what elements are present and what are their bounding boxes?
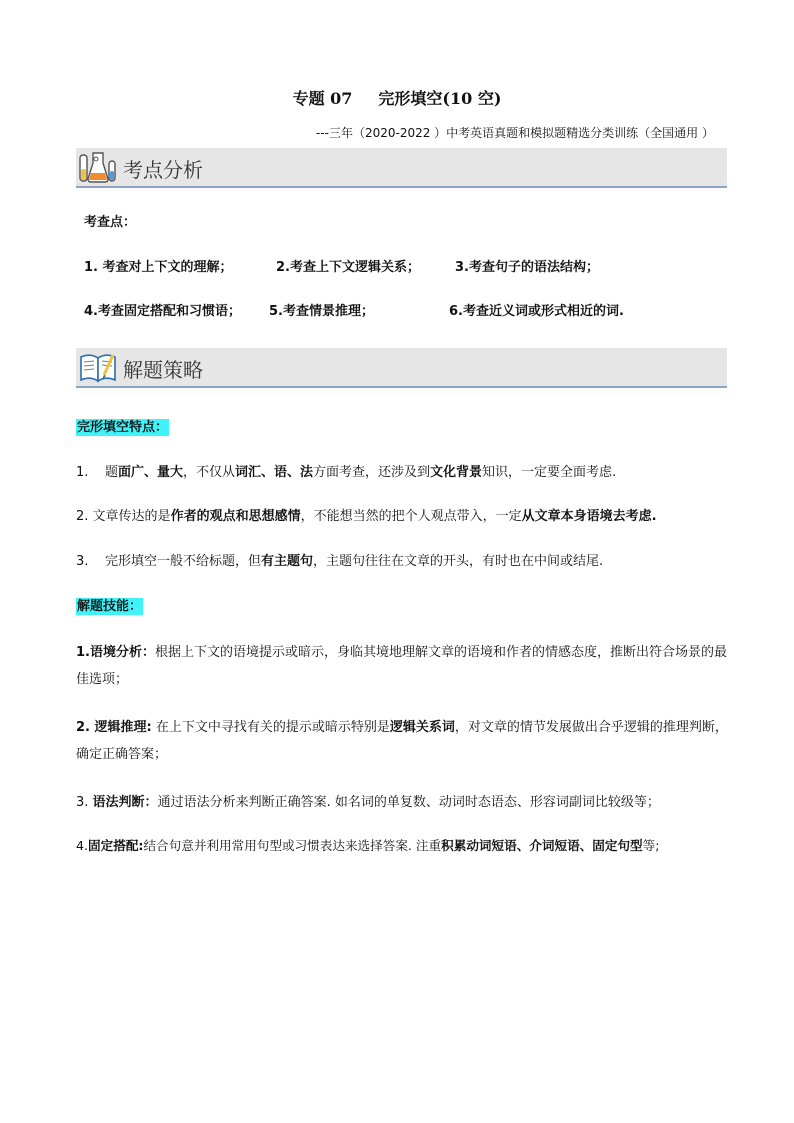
skills-label-row — [76, 595, 728, 619]
open-book-icon — [78, 349, 118, 385]
skill-3-text: 通过语法分析来判断正确答案. 如名词的单复数、动词时态语态、形容词副词比较级等； — [157, 795, 660, 810]
skill-item-2 — [76, 714, 728, 768]
feature-1-text-c: 方面考查，还涉及到 — [313, 465, 431, 480]
feature-2-text-b: ，不能想当然的把个人观点带入，一定 — [300, 509, 522, 524]
skills-label: 解题技能： — [77, 599, 143, 614]
feature-3-text-b: ，主题句往往在文章的开头，有时也在中间或结尾. — [312, 554, 604, 569]
skill-item-4 — [76, 834, 728, 858]
skill-4-title: 固定搭配: — [88, 838, 144, 853]
feature-1-bold-c: 文化背景 — [430, 465, 483, 480]
point-item-3: 3.考查句子的语法结构； — [455, 260, 599, 275]
feature-1-bold-b: 词汇、语、法 — [234, 465, 313, 480]
feature-3-number: 3. — [76, 554, 89, 569]
feature-2-bold-a: 作者的观点和思想感情 — [170, 509, 301, 524]
skill-2-bold: 逻辑关系词 — [389, 720, 455, 735]
page-subtitle: ---三年（2020-2022 ）中考英语真题和模拟题精选分类训练（全国通用 ） — [315, 126, 714, 140]
page-title — [0, 86, 794, 109]
feature-item-2 — [76, 505, 728, 529]
feature-3-text-a: 完形填空一般不给标题，但 — [104, 554, 261, 569]
feature-1-bold-a: 面广、量大 — [117, 465, 183, 480]
feature-1-text-b: ，不仅从 — [182, 465, 235, 480]
skill-item-1 — [76, 639, 728, 693]
feature-2-text-a: 文章传达的是 — [92, 509, 171, 524]
features-label-row — [76, 416, 728, 440]
feature-3-bold-a: 有主题句 — [260, 554, 313, 569]
title-topic-number: 专题 07 — [292, 89, 353, 108]
point-item-4: 4.考查固定搭配和习惯语； — [84, 304, 241, 319]
skill-4-number: 4. — [76, 838, 89, 853]
feature-2-bold-b: 从文章本身语境去考虑. — [521, 509, 657, 524]
skill-3-title: 语法判断： — [92, 795, 158, 810]
skill-2-text-b: ，对文章的情节发展做出合乎逻辑的推理判断，确定正确答案； — [76, 720, 728, 762]
chemistry-flask-icon — [78, 149, 118, 185]
skill-item-3 — [76, 791, 728, 815]
skill-4-text-b: 等; — [642, 838, 660, 853]
title-topic-name: 完形填空(10 空) — [378, 89, 502, 108]
feature-item-3 — [76, 550, 728, 574]
features-label: 完形填空特点： — [77, 420, 169, 435]
point-item-5: 5.考查情景推理； — [269, 304, 374, 319]
feature-2-number: 2. — [76, 509, 89, 524]
skill-4-bold: 积累动词短语、介词短语、固定句型 — [441, 838, 643, 853]
skill-1-title: 1.语境分析： — [76, 645, 155, 660]
feature-1-text-a: 题 — [104, 465, 118, 480]
feature-1-number: 1. — [76, 465, 89, 480]
section-banner-strategy — [76, 348, 727, 388]
point-item-6: 6.考查近义词或形式相近的词. — [449, 304, 624, 319]
skill-2-title: 2. 逻辑推理: — [76, 720, 152, 735]
skill-3-number: 3. — [76, 795, 93, 810]
section-heading-analysis: 考点分析 — [123, 158, 203, 182]
feature-item-1 — [76, 461, 728, 485]
skill-2-text-a: 在上下文中寻找有关的提示或暗示特别是 — [151, 720, 390, 735]
feature-1-text-d: 知识，一定要全面考虑. — [482, 465, 617, 480]
skill-4-text-a: 结合句意并利用常用句型或习惯表达来选择答案. 注重 — [143, 838, 442, 853]
skill-1-text: 根据上下文的语境提示或暗示，身临其境地理解文章的语境和作者的情感态度，推断出符合场景的最佳选项； — [76, 645, 727, 687]
section-heading-strategy: 解题策略 — [123, 358, 203, 382]
point-item-2: 2.考查上下文逻辑关系； — [276, 260, 420, 275]
section-banner-analysis — [76, 148, 727, 188]
point-item-1: 1. 考查对上下文的理解； — [84, 260, 233, 275]
points-label: 考查点： — [84, 215, 137, 230]
